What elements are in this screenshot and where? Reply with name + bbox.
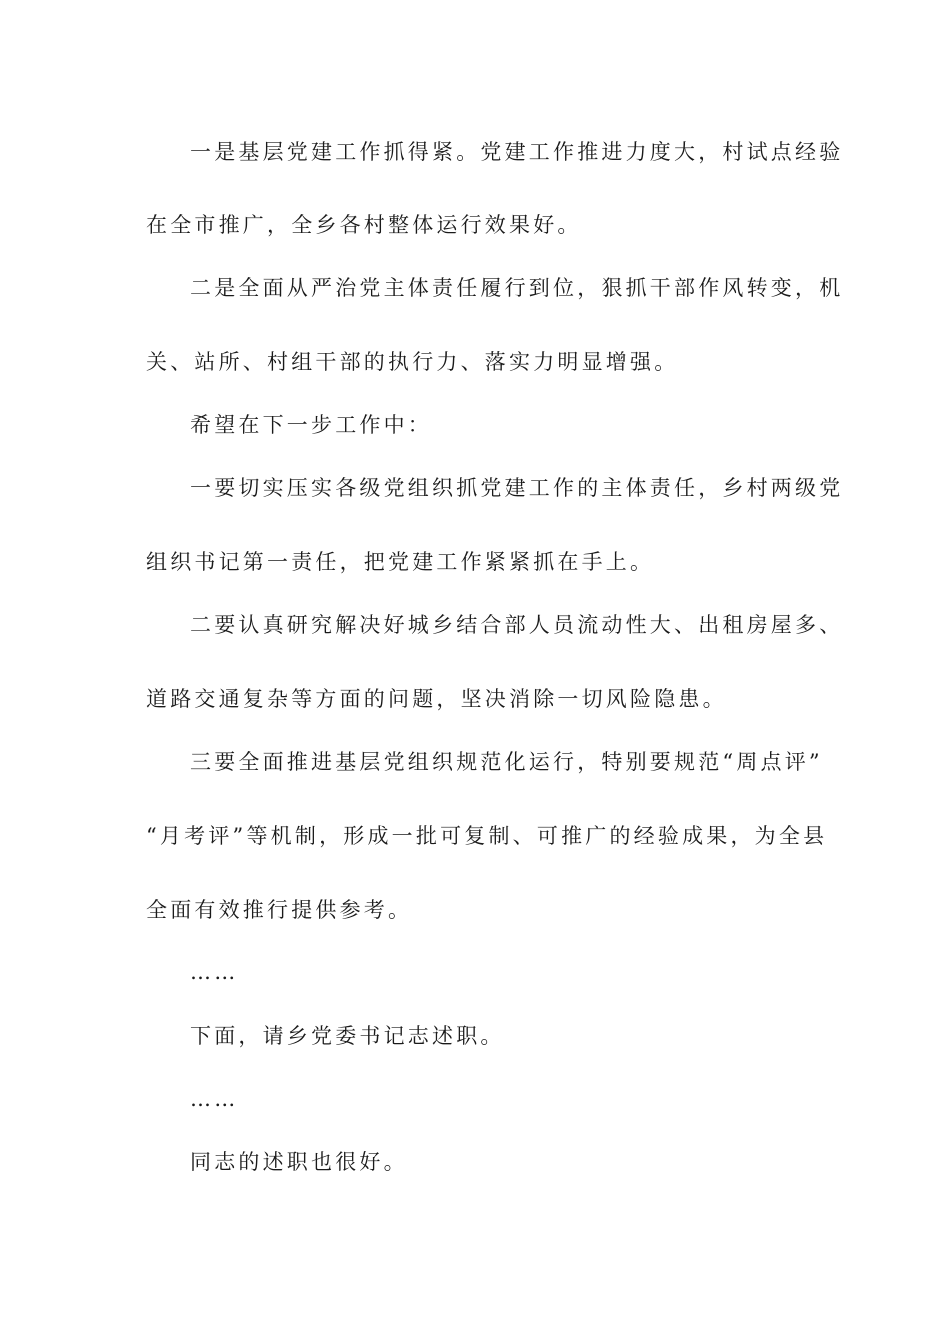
ellipsis-line: …… [190,1087,239,1111]
paragraph-line: 同志的述职也很好。 [190,1150,408,1174]
paragraph-line: 一要切实压实各级党组织抓党建工作的主体责任，乡村两级党 [190,476,844,500]
paragraph-line: 二是全面从严治党主体责任履行到位，狠抓干部作风转变，机 [190,276,844,300]
paragraph-line: 下面，请乡党委书记志述职。 [190,1024,505,1048]
paragraph-line: 组织书记第一责任，把党建工作紧紧抓在手上。 [146,550,655,574]
paragraph-line: 希望在下一步工作中： [190,413,432,437]
paragraph-line: 二要认真研究解决好城乡结合部人员流动性大、出租房屋多、 [190,613,844,637]
paragraph-line: 道路交通复杂等方面的问题，坚决消除一切风险隐患。 [146,687,727,711]
paragraph-line: 在全市推广，全乡各村整体运行效果好。 [146,213,582,237]
paragraph-line: 三要全面推进基层党组织规范化运行，特别要规范“周点评” [190,750,823,774]
paragraph-line: 一是基层党建工作抓得紧。党建工作推进力度大，村试点经验 [190,140,844,164]
ellipsis-line: …… [190,960,239,984]
paragraph-line: 全面有效推行提供参考。 [146,898,413,922]
paragraph-line: “月考评”等机制，形成一批可复制、可推广的经验成果，为全县 [146,824,828,848]
paragraph-line: 关、站所、村组干部的执行力、落实力明显增强。 [146,350,679,374]
